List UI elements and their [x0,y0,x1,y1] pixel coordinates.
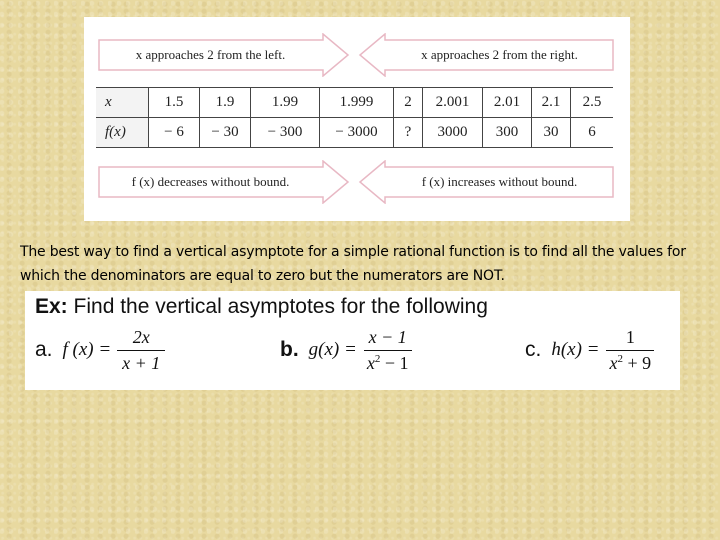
x-cell: 1.999 [320,88,394,118]
denominator-rest: + 9 [623,352,652,373]
x-cell: 2.01 [483,88,532,118]
arrow-increases [358,160,614,204]
example-title [35,295,488,319]
problem-letter: c. [525,338,542,361]
denominator-rest: − 1 [380,352,409,373]
denominator-text: x + 1 [122,352,161,373]
x-row-label: x [96,88,149,118]
fraction [363,327,413,374]
problem-c [525,325,655,375]
f-cell: 30 [532,118,571,148]
arrow-left-approach [98,33,350,77]
denominator-exponent: 2 [374,352,381,365]
f-cell: 6 [571,118,614,148]
denominator [606,351,656,374]
numerator-text: x − 1 [368,326,407,347]
explanation-text: The best way to find a vertical asymptote for a simple rational function is to find all the values for which the denominators are equal to zero but the numerators are NOT. [20,244,686,284]
numerator-text: 2x [132,326,150,347]
problem-b [280,325,413,375]
numerator [117,327,165,351]
numerator [364,327,412,351]
f-cell: − 30 [200,118,251,148]
f-cell: − 6 [149,118,200,148]
x-cell: 2.5 [571,88,614,118]
x-cell: 1.9 [200,88,251,118]
function-lhs: g(x) = [308,339,357,360]
numerator [606,327,654,351]
arrow-right-approach [358,33,614,77]
example-instruction: Find the vertical asymptotes for the following [67,295,488,318]
arrow-label-decreases: f (x) decreases without bound. [131,174,290,189]
example-panel [25,291,680,390]
f-cell: 3000 [423,118,483,148]
denominator [363,351,413,374]
denominator-base: x [609,352,618,373]
f-cell: − 300 [251,118,320,148]
x-cell: 1.5 [149,88,200,118]
numerator-text: 1 [625,326,635,347]
f-row-label: f(x) [96,118,149,148]
function-lhs: f (x) = [62,339,112,360]
denominator-exponent: 2 [617,352,624,365]
f-cell: − 3000 [320,118,394,148]
fraction [606,327,656,374]
x-cell: 2.001 [423,88,483,118]
function-lhs: h(x) = [551,339,600,360]
denominator [118,351,164,374]
f-row [96,118,613,148]
f-cell: ? [394,118,423,148]
arrow-label-left: x approaches 2 from the left. [135,47,286,62]
problem-letter: b. [280,338,299,361]
x-cell: 2.1 [532,88,571,118]
denominator-base: x [366,352,375,373]
x-row [96,88,613,118]
values-table [96,87,613,148]
f-cell: 300 [483,118,532,148]
limit-table-panel [84,17,630,221]
fraction [117,327,165,374]
x-cell: 1.99 [251,88,320,118]
arrow-decreases [98,160,350,204]
x-cell: 2 [394,88,423,118]
arrow-label-right: x approaches 2 from the right. [421,47,578,62]
example-label: Ex: [35,295,68,318]
problem-letter: a. [35,338,53,361]
problem-a [35,325,165,375]
arrow-label-increases: f (x) increases without bound. [421,174,578,189]
